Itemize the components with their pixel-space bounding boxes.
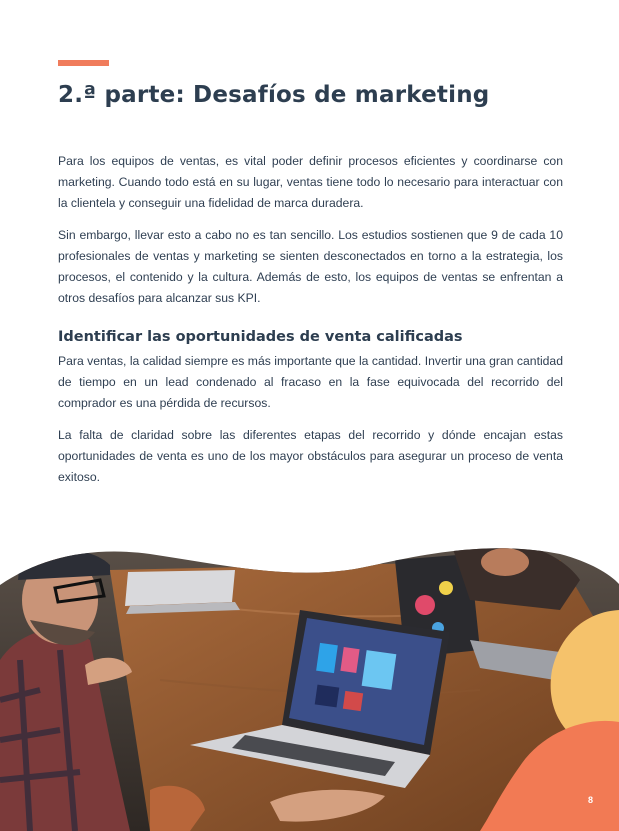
paragraph: La falta de claridad sobre las diferentes etapas del recorrido y dónde encajan estas oportunidades de venta es uno de los mayor obstáculos para asegurar un proceso de venta exitoso. [58,428,563,484]
meeting-photo [0,540,619,831]
paragraph: Sin embargo, llevar esto a cabo no es tan sencillo. Los estudios sostienen que 9 de cada 10 profesionales de ventas y marketing se sienten desconectados en torno a la estrategia, los procesos, el contenido y la cultura. Además de esto, los equipos de ventas se enfrentan a otros desafíos para alcanzar sus KPI. [58,228,563,305]
section-heading: Identificar las oportunidades de venta calificadas [58,329,463,345]
page-title: 2.ª parte: Desafíos de marketing [58,82,490,108]
page-number: 8 [587,795,593,805]
paragraph: Para los equipos de ventas, es vital poder definir procesos eficientes y coordinarse con marketing. Cuando todo está en su lugar, ventas tiene todo lo necesario para interactuar con la clientela y conseguir una fidelidad de marca duradera. [58,154,563,210]
paragraph: Para ventas, la calidad siempre es más importante que la cantidad. Invertir una gran cantidad de tiempo en un lead condenado al fracaso en la fase equivocada del recorrido del comprador es una pérdida de recursos. [58,354,563,410]
body-content [58,151,563,499]
accent-bar [58,60,109,66]
